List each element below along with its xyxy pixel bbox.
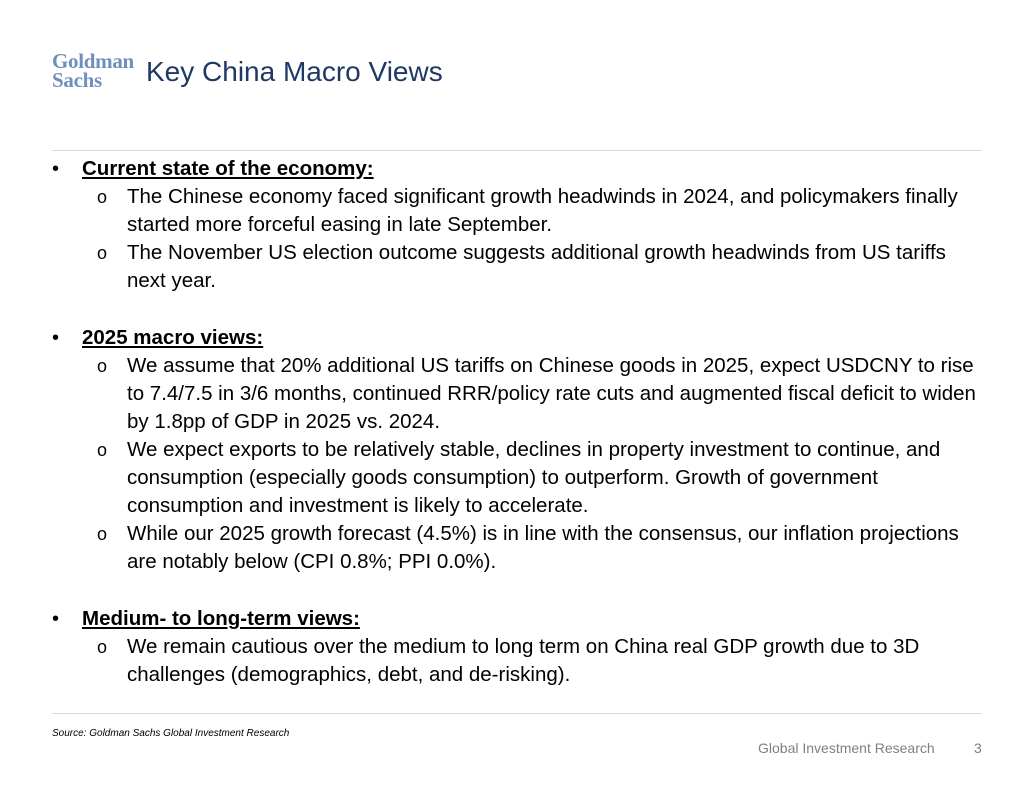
list-item-text: We assume that 20% additional US tariffs on Chinese goods in 2025, expect USDCNY to rise to 7.4/7.5 in 3/6 months, continued RRR/policy rate cuts and augmented fiscal deficit to widen by 1.8pp of GDP in 2025 vs. 2024. xyxy=(127,354,976,433)
content-body xyxy=(52,155,982,718)
list-item xyxy=(52,633,982,689)
sub-bullet-icon: o xyxy=(97,440,108,460)
footer-divider xyxy=(52,713,982,714)
section-medium-long-term xyxy=(52,605,982,689)
section-heading: 2025 macro views: xyxy=(82,326,264,349)
bullet-icon: • xyxy=(52,608,60,630)
list-item xyxy=(52,520,982,576)
section-2025-views xyxy=(52,324,982,576)
logo-line-1: Goldman xyxy=(52,49,134,73)
section-heading: Current state of the economy: xyxy=(82,157,374,180)
list-item xyxy=(52,183,982,239)
list-item xyxy=(52,352,982,436)
sub-bullet-icon: o xyxy=(97,524,108,544)
sub-bullet-icon: o xyxy=(97,243,108,263)
section-current-state xyxy=(52,155,982,295)
sub-bullet-icon: o xyxy=(97,637,108,657)
list-item xyxy=(52,436,982,520)
sub-bullet-icon: o xyxy=(97,356,108,376)
page-title: Key China Macro Views xyxy=(146,56,443,87)
list-item-text: We expect exports to be relatively stable, declines in property investment to continue, and consumption (especially goods consumption) to outperform. Growth of government consumption and investment is likely to accelerate. xyxy=(127,438,941,517)
bullet-icon: • xyxy=(52,327,60,349)
list-item-text: While our 2025 growth forecast (4.5%) is in line with the consensus, our inflation projections are notably below (CPI 0.8%; PPI 0.0%). xyxy=(127,522,959,573)
source-note: Source: Goldman Sachs Global Investment Research xyxy=(52,728,290,739)
list-item-text: The Chinese economy faced significant growth headwinds in 2024, and policymakers finally started more forceful easing in late September. xyxy=(127,185,958,236)
logo-line-2: Sachs xyxy=(52,68,102,92)
list-item-text: The November US election outcome suggests additional growth headwinds from US tariffs next year. xyxy=(127,241,946,292)
sub-bullet-icon: o xyxy=(97,187,108,207)
list-item-text: We remain cautious over the medium to long term on China real GDP growth due to 3D challenges (demographics, debt, and de-risking). xyxy=(127,635,920,686)
goldman-sachs-logo xyxy=(52,49,134,92)
section-heading: Medium- to long-term views: xyxy=(82,607,360,630)
list-item xyxy=(52,239,982,295)
page-number: 3 xyxy=(974,740,982,756)
footer-label: Global Investment Research xyxy=(758,740,935,756)
header-divider xyxy=(52,150,982,151)
bullet-icon: • xyxy=(52,158,60,180)
